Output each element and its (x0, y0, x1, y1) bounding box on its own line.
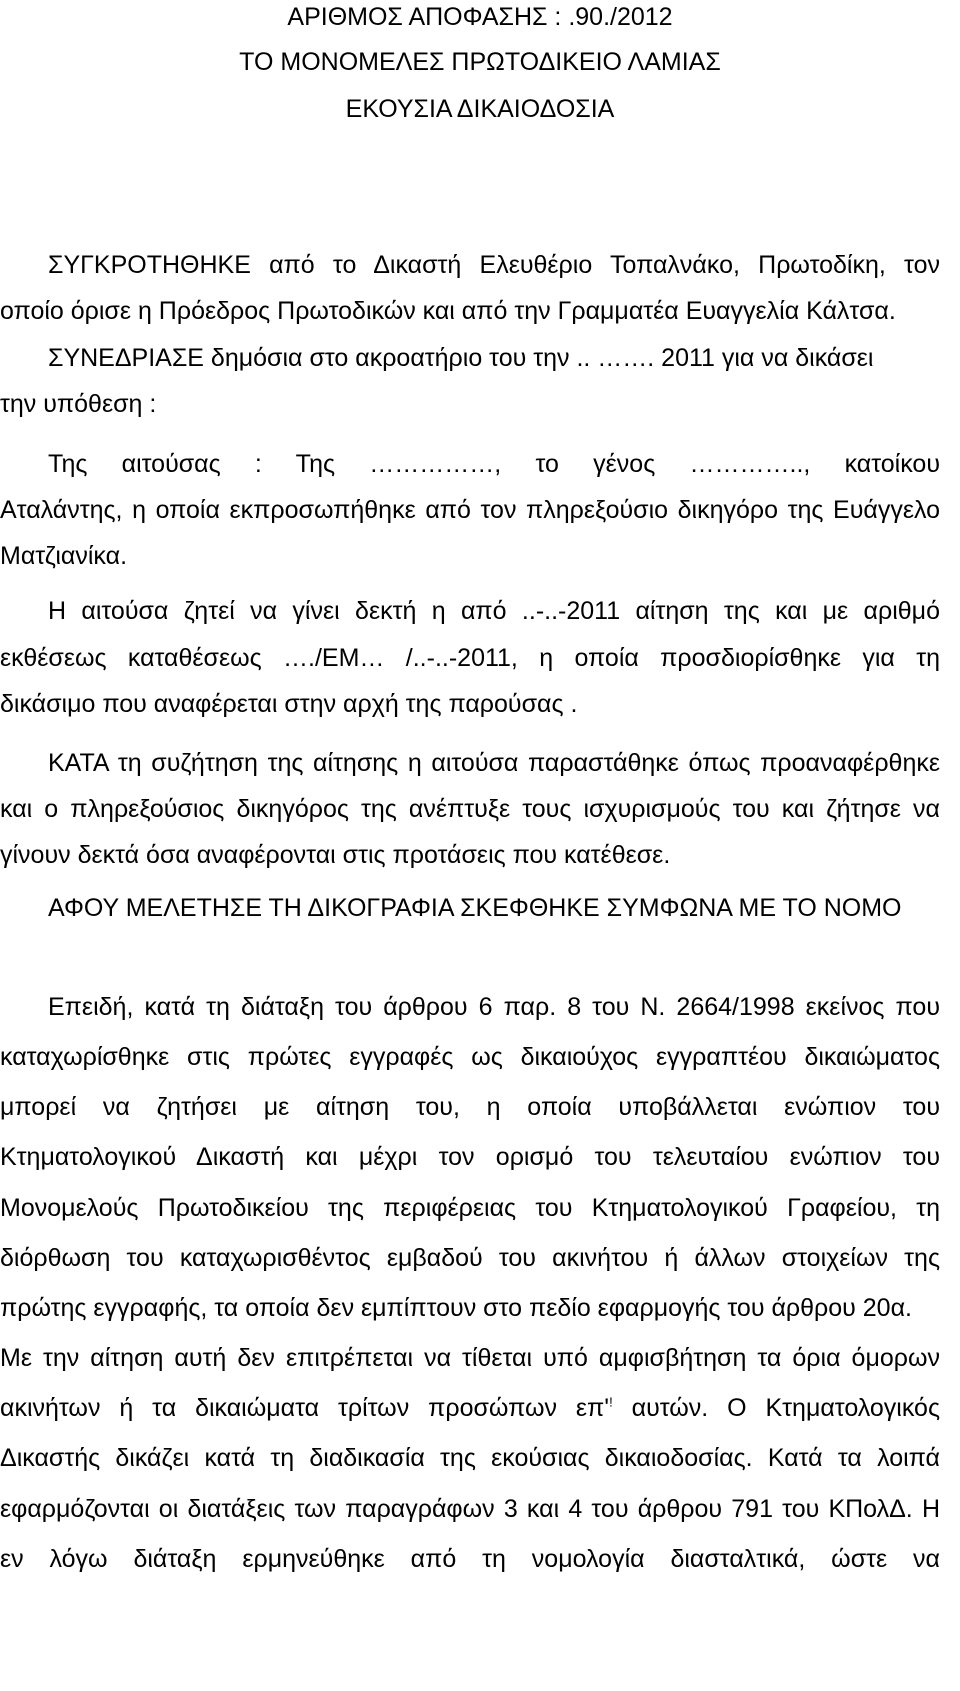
text-line-request-2: εκθέσεως καταθέσεως …./ΕΜ… /..-..-2011, η οποία προσδιορίσθηκε για τη (0, 644, 940, 672)
text-line-reasoning-2: καταχωρίσθηκε στις πρώτες εγγραφές ως δικαιούχος εγγραπτέου δικαιώματος (0, 1043, 940, 1071)
jurisdiction-title: ΕΚΟΥΣΙΑ ΔΙΚΑΙΟΔΟΣΙΑ (345, 95, 615, 123)
text-line-reasoning-8: Με την αίτηση αυτή δεν επιτρέπεται να τίθεται υπό αμφισβήτηση τα όρια όμορων (0, 1344, 940, 1372)
text-line-composition-1: ΣΥΓΚΡΟΤΗΘΗΚΕ από το Δικαστή Ελευθέριο Τοπαλνάκο, Πρωτοδίκη, τον (48, 251, 940, 279)
text-line-applicant-2: Αταλάντης, η οποία εκπροσωπήθηκε από τον πληρεξούσιο δικηγόρο της Ευάγγελο (0, 496, 940, 524)
text-line-composition-2: οποίο όρισε η Πρόεδρος Πρωτοδικών και από την Γραμματέα Ευαγγελία Κάλτσα. (0, 297, 896, 325)
text-line-request-3: δικάσιμο που αναφέρεται στην αρχή της παρούσας . (0, 690, 578, 718)
decision-number: ΑΡΙΘΜΟΣ ΑΠΟΦΑΣΗΣ : .90./2012 (287, 3, 673, 31)
text-line-reasoning-4: Κτηματολογικού Δικαστή και μέχρι τον ορισμό του τελευταίου ενώπιον του (0, 1143, 940, 1171)
text-line-reasoning-11: εφαρμόζονται οι διατάξεις των παραγράφων 3 και 4 του άρθρου 791 του ΚΠολΔ. Η (0, 1495, 940, 1523)
reasoning-heading: ΑΦΟΥ ΜΕΛΕΤΗΣΕ ΤΗ ΔΙΚΟΓΡΑΦΙΑ ΣΚΕΦΘΗΚΕ ΣΥΜΦΩΝΑ ΜΕ ΤΟ ΝΟΜΟ (48, 894, 902, 922)
text-line-reasoning-7: πρώτης εγγραφής, τα οποία δεν εμπίπτουν στο πεδίο εφαρμογής του άρθρου 20α. (0, 1294, 912, 1322)
text-line-reasoning-9 (0, 1393, 940, 1423)
text-line-applicant-1: Της αιτούσας : Της ……………, το γένος ………….., κατοίκου (48, 450, 940, 478)
text-line-applicant-3: Ματζιανίκα. (0, 542, 128, 570)
footnote-mark: ! (609, 1394, 613, 1410)
text-line-session-2: την υπόθεση : (0, 390, 157, 418)
text-fragment: αυτών. Ο Κτηματολογικός (612, 1394, 940, 1422)
text-line-session-1: ΣΥΝΕΔΡΙΑΣΕ δημόσια στο ακροατήριο του την .. ……. 2011 για να δικάσει (48, 344, 874, 372)
text-line-reasoning-6: διόρθωση του καταχωρισθέντος εμβαδού του ακινήτου ή άλλων στοιχείων της (0, 1244, 940, 1272)
text-line-reasoning-1: Επειδή, κατά τη διάταξη του άρθρου 6 παρ. 8 του Ν. 2664/1998 εκείνος που (48, 993, 940, 1021)
text-line-reasoning-5: Μονομελούς Πρωτοδικείου της περιφέρειας του Κτηματολογικού Γραφείου, τη (0, 1194, 940, 1222)
text-line-hearing-1: ΚΑΤΑ τη συζήτηση της αίτησης η αιτούσα παραστάθηκε όπως προαναφέρθηκε (48, 749, 940, 777)
text-line-reasoning-10: Δικαστής δικάζει κατά τη διαδικασία της εκούσιας δικαιοδοσίας. Κατά τα λοιπά (0, 1444, 940, 1472)
text-line-reasoning-12: εν λόγω διάταξη ερμηνεύθηκε από τη νομολογία διασταλτικά, ώστε να (0, 1545, 940, 1573)
text-line-request-1: Η αιτούσα ζητεί να γίνει δεκτή η από ..-..-2011 αίτηση της και με αριθμό (48, 597, 940, 625)
text-line-reasoning-3: μπορεί να ζητήσει με αίτηση του, η οποία υποβάλλεται ενώπιον του (0, 1093, 940, 1121)
text-line-hearing-3: γίνουν δεκτά όσα αναφέρονται στις προτάσεις που κατέθεσε. (0, 841, 671, 869)
court-name: ΤΟ ΜΟΝΟΜΕΛΕΣ ΠΡΩΤΟΔΙΚΕΙΟ ΛΑΜΙΑΣ (239, 48, 721, 76)
text-fragment: ακινήτων ή τα δικαιώματα τρίτων προσώπων επ' (0, 1394, 610, 1422)
text-line-hearing-2: και ο πληρεξούσιος δικηγόρος της ανέπτυξε τους ισχυρισμούς του και ζήτησε να (0, 795, 940, 823)
